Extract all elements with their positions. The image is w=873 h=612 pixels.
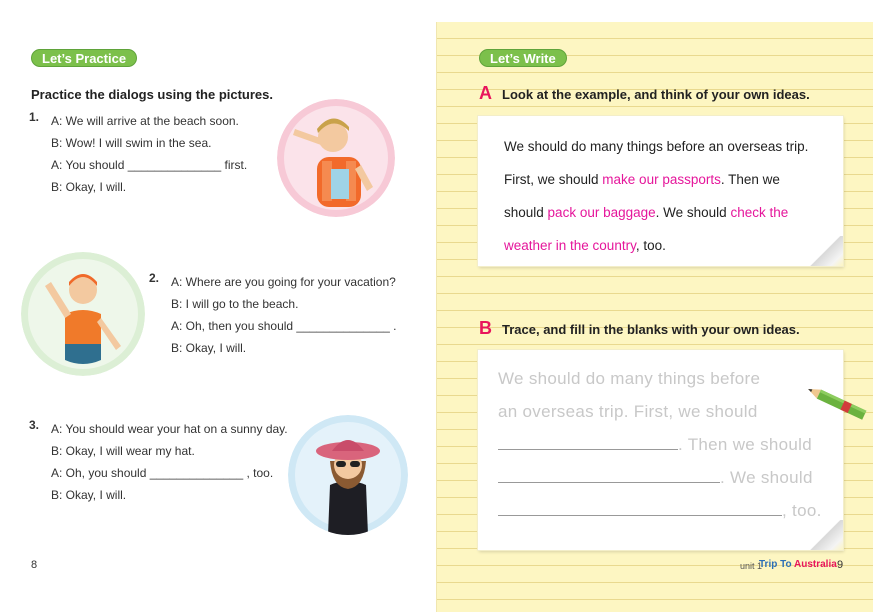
dialog-line: B: Okay, I will. [51,180,127,194]
dialog-2 [149,271,397,359]
page-number-left: 8 [31,559,38,571]
dialog-1 [29,110,248,198]
page-curl-decoration [809,236,843,266]
dialog-number: 1. [29,110,40,124]
fill-blank[interactable] [498,502,782,516]
dialog-line: A: Oh, you should ______________ , too. [51,466,274,480]
trace-line-5 [498,494,822,527]
trace-line-2: an overseas trip. First, we should [498,402,758,421]
dialog-line: A: You should ______________ first. [51,158,248,172]
dialog-line: A: Where are you going for your vacation? [171,275,396,289]
dialog-line: B: I will go to the beach. [171,297,299,311]
section-a-letter: A [479,83,492,103]
dialog-number: 3. [29,418,40,432]
trace-card [478,350,843,550]
example-text: We should do many things before an overseas trip. First, we should [504,139,809,187]
section-b-instruction: Trace, and fill in the blanks with your own ideas. [502,322,800,337]
girl-swimsuit-photo [21,252,145,376]
dialog-line: B: Okay, I will wear my hat. [51,444,195,458]
example-text: . We should [655,205,731,220]
footer-title-part: Australia [794,559,837,570]
fill-blank[interactable] [498,469,720,483]
trace-text: . We should [720,468,813,487]
right-page [436,22,873,612]
trace-text: , too. [782,501,822,520]
example-highlight: check the weather in the country [504,205,789,253]
example-highlight: pack our baggage [547,205,656,220]
girl-hat-sunglasses-photo [288,415,408,535]
example-paragraph [504,130,814,262]
page-number-right: 9 [837,559,844,571]
example-card [478,116,843,266]
dialog-line: B: Okay, I will. [51,488,127,502]
section-a-instruction: Look at the example, and think of your own ideas. [502,87,810,102]
footer-book-title [759,559,837,570]
page-curl-decoration [809,520,843,550]
lets-write-tag: Let’s Write [479,49,567,67]
dialog-line: B: Okay, I will. [171,341,247,355]
left-page [0,0,436,612]
footer-title-part: Trip To [759,559,794,570]
example-highlight: make our passports [602,172,721,187]
dialog-line: A: You should wear your hat on a sunny day. [51,422,288,436]
trace-line-3 [498,428,812,461]
example-text: . Then we should [504,172,780,220]
lets-practice-tag: Let’s Practice [31,49,137,67]
dialog-3 [29,418,288,506]
dialog-line: A: Oh, then you should ______________ . [171,319,397,333]
practice-instruction: Practice the dialogs using the pictures. [31,87,274,102]
footer-unit-label: unit 1 [740,561,763,571]
trace-line-4 [498,461,813,494]
boy-life-jacket-photo [277,99,395,217]
dialog-line: A: We will arrive at the beach soon. [51,114,239,128]
trace-text: . Then we should [678,435,812,454]
trace-line-1: We should do many things before [498,369,761,388]
pencil-icon [803,380,873,426]
fill-blank[interactable] [498,436,678,450]
example-text: , too. [635,238,666,253]
dialog-number: 2. [149,271,160,285]
section-b-letter: B [479,318,492,338]
dialog-line: B: Wow! I will swim in the sea. [51,136,212,150]
